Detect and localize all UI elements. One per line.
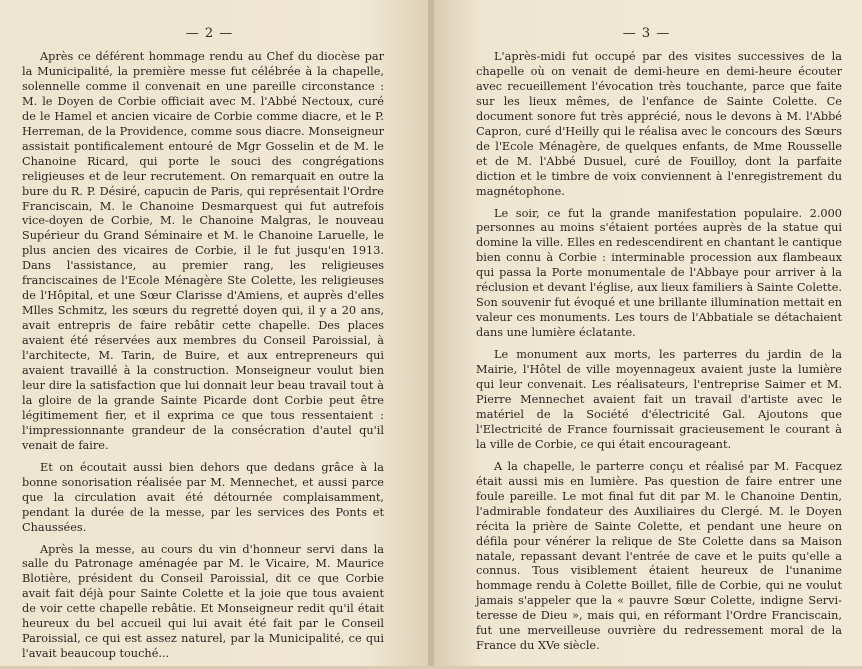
paragraph: Et on écoutait aussi bien dehors que dedans grâce à la bonne sonorisation réalisée par M. Mennechet, et aussi parce que la circulation avait été détournée complaisamment, pendant la durée de la messe, par les services des Ponts et Chaussées.: [22, 460, 384, 534]
paragraph: A la chapelle, le parterre conçu et réalisé par M. Facquez était aussi mis en lumière. Pas question de faire entrer une foule pareille. Le mot final fut dit par M. le Chanoine Dentin, l'admirable fondateur des Auxiliaires du Clergé. M. le Doyen récita la prière de Sainte Colette, et pendant une heure on défila pour vénérer la relique de Ste Colette dans sa Maison natale, repassant devant l'entrée de cave et le puits qu'elle a connus. Tous visiblement étaient heureux de l'unanime hommage rendu à Colette Boillet, fille de Corbie, qui ne voulut jamais s'appeler que la « pauvre Sœur Colette, indigne Serviteresse de Dieu », mais qui, en réformant l'Ordre Franciscain, fut une merveilleuse ouvrière du redressement moral de la France du XVe siècle.: [476, 459, 842, 653]
page-number-right: — 3 —: [622, 26, 671, 41]
page-number-left: — 2 —: [185, 26, 234, 41]
left-page-text: [22, 50, 384, 669]
paragraph: Le monument aux morts, les parterres du jardin de la Mairie, l'Hôtel de ville moyennageux avaient juste la lumière qui leur convenait. Les réalisateurs, l'entreprise Saimer et M. Pierre Mennechet avaient fait un travail d'artiste avec le matériel de la Société d'électricité Gal. Ajoutons que l'Electricité de France fournissait gracieusement le courant à la ville de Corbie, ce qui était encourageant.: [476, 348, 842, 451]
paragraph: Le soir, ce fut la grande manifestation populaire. 2.000 personnes au moins s'étaient portées auprès de la statue qui domine la ville. Elles en redescendirent en chantant le cantique bien connu à Corbie : interminable procession aux flambeaux qui passa la Porte monumentale de l'Abbaye pour arriver à la réclusion et devant l'église, aux lieux familiers à Sainte Colette. Son souvenir fut évoqué et une brillante illumination mettait en valeur ces monuments. Les tours de l'Abbatiale se détachaient dans une lumière éclatante.: [476, 206, 842, 340]
paragraph: Après la messe, au cours du vin d'honneur servi dans la salle du Patronage aménagée par M. le Vicaire, M. Maurice Blotière, président du Conseil Paroissial, dit ce que Corbie avait fait déjà pour Sainte Colette et la joie que tous avaient de voir cette chapelle rebâtie. Et Monseigneur redit qu'il était heureux du bel accueil qui lui avait été fait par le Conseil Paroissial, ce qui est assez naturel, par la Municipalité, ce qui l'avait beaucoup touché...: [22, 542, 384, 661]
left-page: [0, 0, 431, 666]
book-gutter: [428, 0, 434, 666]
paragraph: L'après-midi fut occupé par des visites successives de la chapelle où on venait de demi-heure en demi-heure écouter avec recueillement l'évocation très touchante, parce que faite sur les lieux mêmes, de l'enfance de Sainte Colette. Ce document sonore fut très apprécié, nous le devons à M. l'Abbé Capron, curé d'Heilly qui le réalisa avec le concours des Sœurs de l'Ecole Ménagère, de quelques enfants, de Mme Rousselle et de M. l'Abbé Dusuel, curé de Fouilloy, dont la parfaite diction et le timbre de voix conviennent à l'enregistrement du magnétophone.: [476, 50, 842, 198]
paragraph: Après ce déférent hommage rendu au Chef du diocèse par la Municipalité, la première messe fut célébrée à la chapelle, solennelle comme il convenait en une pareille circonstance : M. le Doyen de Corbie officiait avec M. l'Abbé Nectoux, curé de le Hamel et ancien vicaire de Corbie comme diacre, et le P. Herreman, de la Providence, comme sous diacre. Monseigneur assistait pontificalement entouré de Mgr Gosselin et de M. le Chanoine Ricard, qui porte le souci des congrégations religieuses et de leur recrutement. On remarquait en outre la bure du R. P. Désiré, capucin de Paris, qui représentait l'Ordre Franciscain, M. le Chanoine Desmarquest qui fut autrefois vice-doyen de Corbie, M. le Chanoine Malgras, le nouveau Supérieur du Grand Séminaire et M. le Chanoine Laruelle, le plus ancien des vicaires de Corbie, il le fut jusqu'en 1913. Dans l'assistance, au premier rang, les religieuses franciscaines de l'Ecole Ménagère Ste Colette, les religieuses de l'Hôpital, et une Sœur Clarisse d'Amiens, et auprès d'elles Mlles Schmitz, les sœurs du regretté doyen qui, il y a 20 ans, avait entrepris de faire rebâtir cette chapelle. Des places avaient été réservées aux membres du Conseil Paroissial, à l'architecte, M. Tarin, de Buire, et aux entrepreneurs qui avaient travaillé à la construction. Monseigneur voulut bien leur dire la satisfaction que lui donnait leur beau travail tout à la gloire de la grande Sainte Picarde dont Corbie peut être légitimement fier, et il exprima ce que tous ressentaient : l'impressionnante grandeur de la consécration d'autel qu'il venait de faire.: [22, 50, 384, 452]
right-page-text: [476, 50, 842, 661]
right-page: [431, 0, 862, 666]
